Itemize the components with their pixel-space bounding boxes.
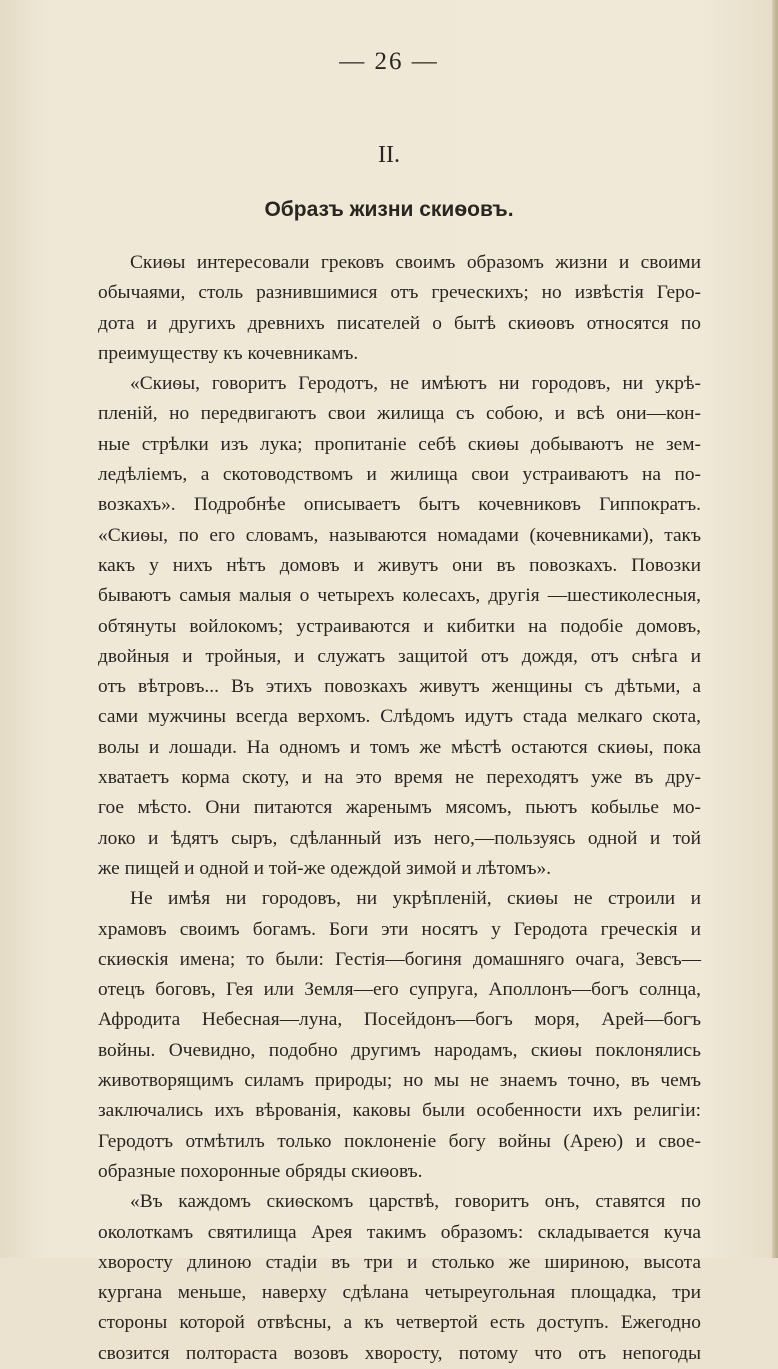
text-line: образные похоронные обряды скиѳовъ.: [98, 1160, 423, 1182]
text-line: отецъ боговъ, Гея или Земля—его супруга, Аполлонъ—богъ солнца,: [98, 979, 701, 1001]
page-number: — 26 —: [339, 48, 439, 75]
text-line: волы и лошади. На одномъ и томъ же мѣстѣ остаются скиѳы, пока: [98, 736, 701, 758]
text-line: кургана меньше, наверху сдѣлана четыреугольная площадка, три: [98, 1282, 701, 1304]
section-title: Образъ жизни скиѳовъ.: [264, 198, 514, 221]
paragraph: [98, 884, 701, 1187]
text-line: хватаетъ корма скоту, и на это время не переходятъ уже въ дру-: [98, 767, 701, 789]
body-text: [98, 248, 701, 1369]
text-line: Афродита Небесная—луна, Посейдонъ—богъ моря, Арей—богъ: [98, 1009, 701, 1031]
text-line: храмовъ своимъ богамъ. Боги эти носятъ у Геродота греческія и: [98, 918, 701, 940]
text-line: Скиѳы интересовали грековъ своимъ образомъ жизни и своими: [130, 252, 701, 273]
paragraph: [98, 369, 701, 884]
text-line: же пищей и одной и той-же одеждой зимой и лѣтомъ».: [98, 857, 552, 879]
text-line: ледѣліемъ, а скотоводствомъ и жилища свои устраиваютъ на по-: [98, 464, 701, 486]
text-line: отъ вѣтровъ... Въ этихъ повозкахъ живутъ женщины съ дѣтьми, а: [98, 676, 701, 698]
text-line: пленій, но передвигаютъ свои жилища съ собою, и всѣ они—кон-: [98, 403, 701, 425]
chapter-heading: II.: [378, 142, 400, 168]
text-line: какъ у нихъ нѣтъ домовъ и живутъ они въ повозкахъ. Повозки: [98, 554, 701, 576]
text-line: «Скиѳы, по его словамъ, называются номадами (кочевниками), такъ: [98, 524, 701, 546]
text-line: обычаями, столь разнившимися отъ греческихъ; но извѣстія Геро-: [98, 282, 701, 304]
text-line: сами мужчины всегда верхомъ. Слѣдомъ идутъ стада мелкаго скота,: [98, 706, 701, 728]
text-line: Геродотъ отмѣтилъ только поклоненіе богу войны (Арею) и свое-: [98, 1130, 701, 1152]
paragraph: [98, 1187, 701, 1369]
text-line: обтянуты войлокомъ; устраиваются и кибитки на подобіе домовъ,: [98, 615, 701, 637]
text-line: «Скиѳы, говоритъ Геродотъ, не имѣютъ ни городовъ, ни укрѣ-: [130, 373, 701, 395]
text-line: «Въ каждомъ скиѳскомъ царствѣ, говоритъ онъ, ставятся по: [130, 1191, 701, 1213]
text-line: бываютъ самыя малыя о четырехъ колесахъ, другія —шестиколесныя,: [98, 585, 701, 607]
text-line: скиѳскія имена; то были: Гестія—богиня домашняго очага, Зевсъ—: [98, 948, 701, 970]
text-line: войны. Очевидно, подобно другимъ народамъ, скиѳы поклонялись: [98, 1039, 701, 1061]
text-line: животворящимъ силамъ природы; но мы не знаемъ точно, въ чемъ: [98, 1070, 701, 1092]
paragraph: [98, 248, 701, 369]
text-line: ные стрѣлки изъ лука; пропитаніе себѣ скиѳы добываютъ не зем-: [98, 433, 701, 455]
text-line: свозится полтораста возовъ хворосту, потому что отъ непогоды: [98, 1342, 701, 1364]
text-line: околоткамъ святилища Арея такимъ образомъ: складывается куча: [98, 1221, 701, 1243]
text-line: дота и другихъ древнихъ писателей о бытѣ скиѳовъ относятся по: [98, 312, 701, 334]
text-line: Не имѣя ни городовъ, ни укрѣпленій, скиѳы не строили и: [130, 888, 701, 910]
text-line: стороны которой отвѣсны, а къ четвертой есть доступъ. Ежегодно: [98, 1312, 701, 1334]
text-line: преимуществу къ кочевникамъ.: [98, 342, 359, 364]
text-line: хворосту длиною стадіи въ три и столько же шириною, высота: [98, 1251, 701, 1273]
text-line: возкахъ». Подробнѣе описываетъ бытъ кочевниковъ Гиппократъ.: [98, 494, 701, 516]
text-line: заключались ихъ вѣрованія, каковы были особенности ихъ религіи:: [98, 1100, 701, 1122]
text-line: гое мѣсто. Они питаются жаренымъ мясомъ, пьютъ кобылье мо-: [98, 797, 701, 819]
text-line: локо и ѣдятъ сыръ, сдѣланный изъ него,—пользуясь одной и той: [98, 827, 701, 849]
page-edge: [772, 0, 778, 1258]
text-line: двойныя и тройныя, и служатъ защитой отъ дождя, отъ снѣга и: [98, 645, 701, 667]
